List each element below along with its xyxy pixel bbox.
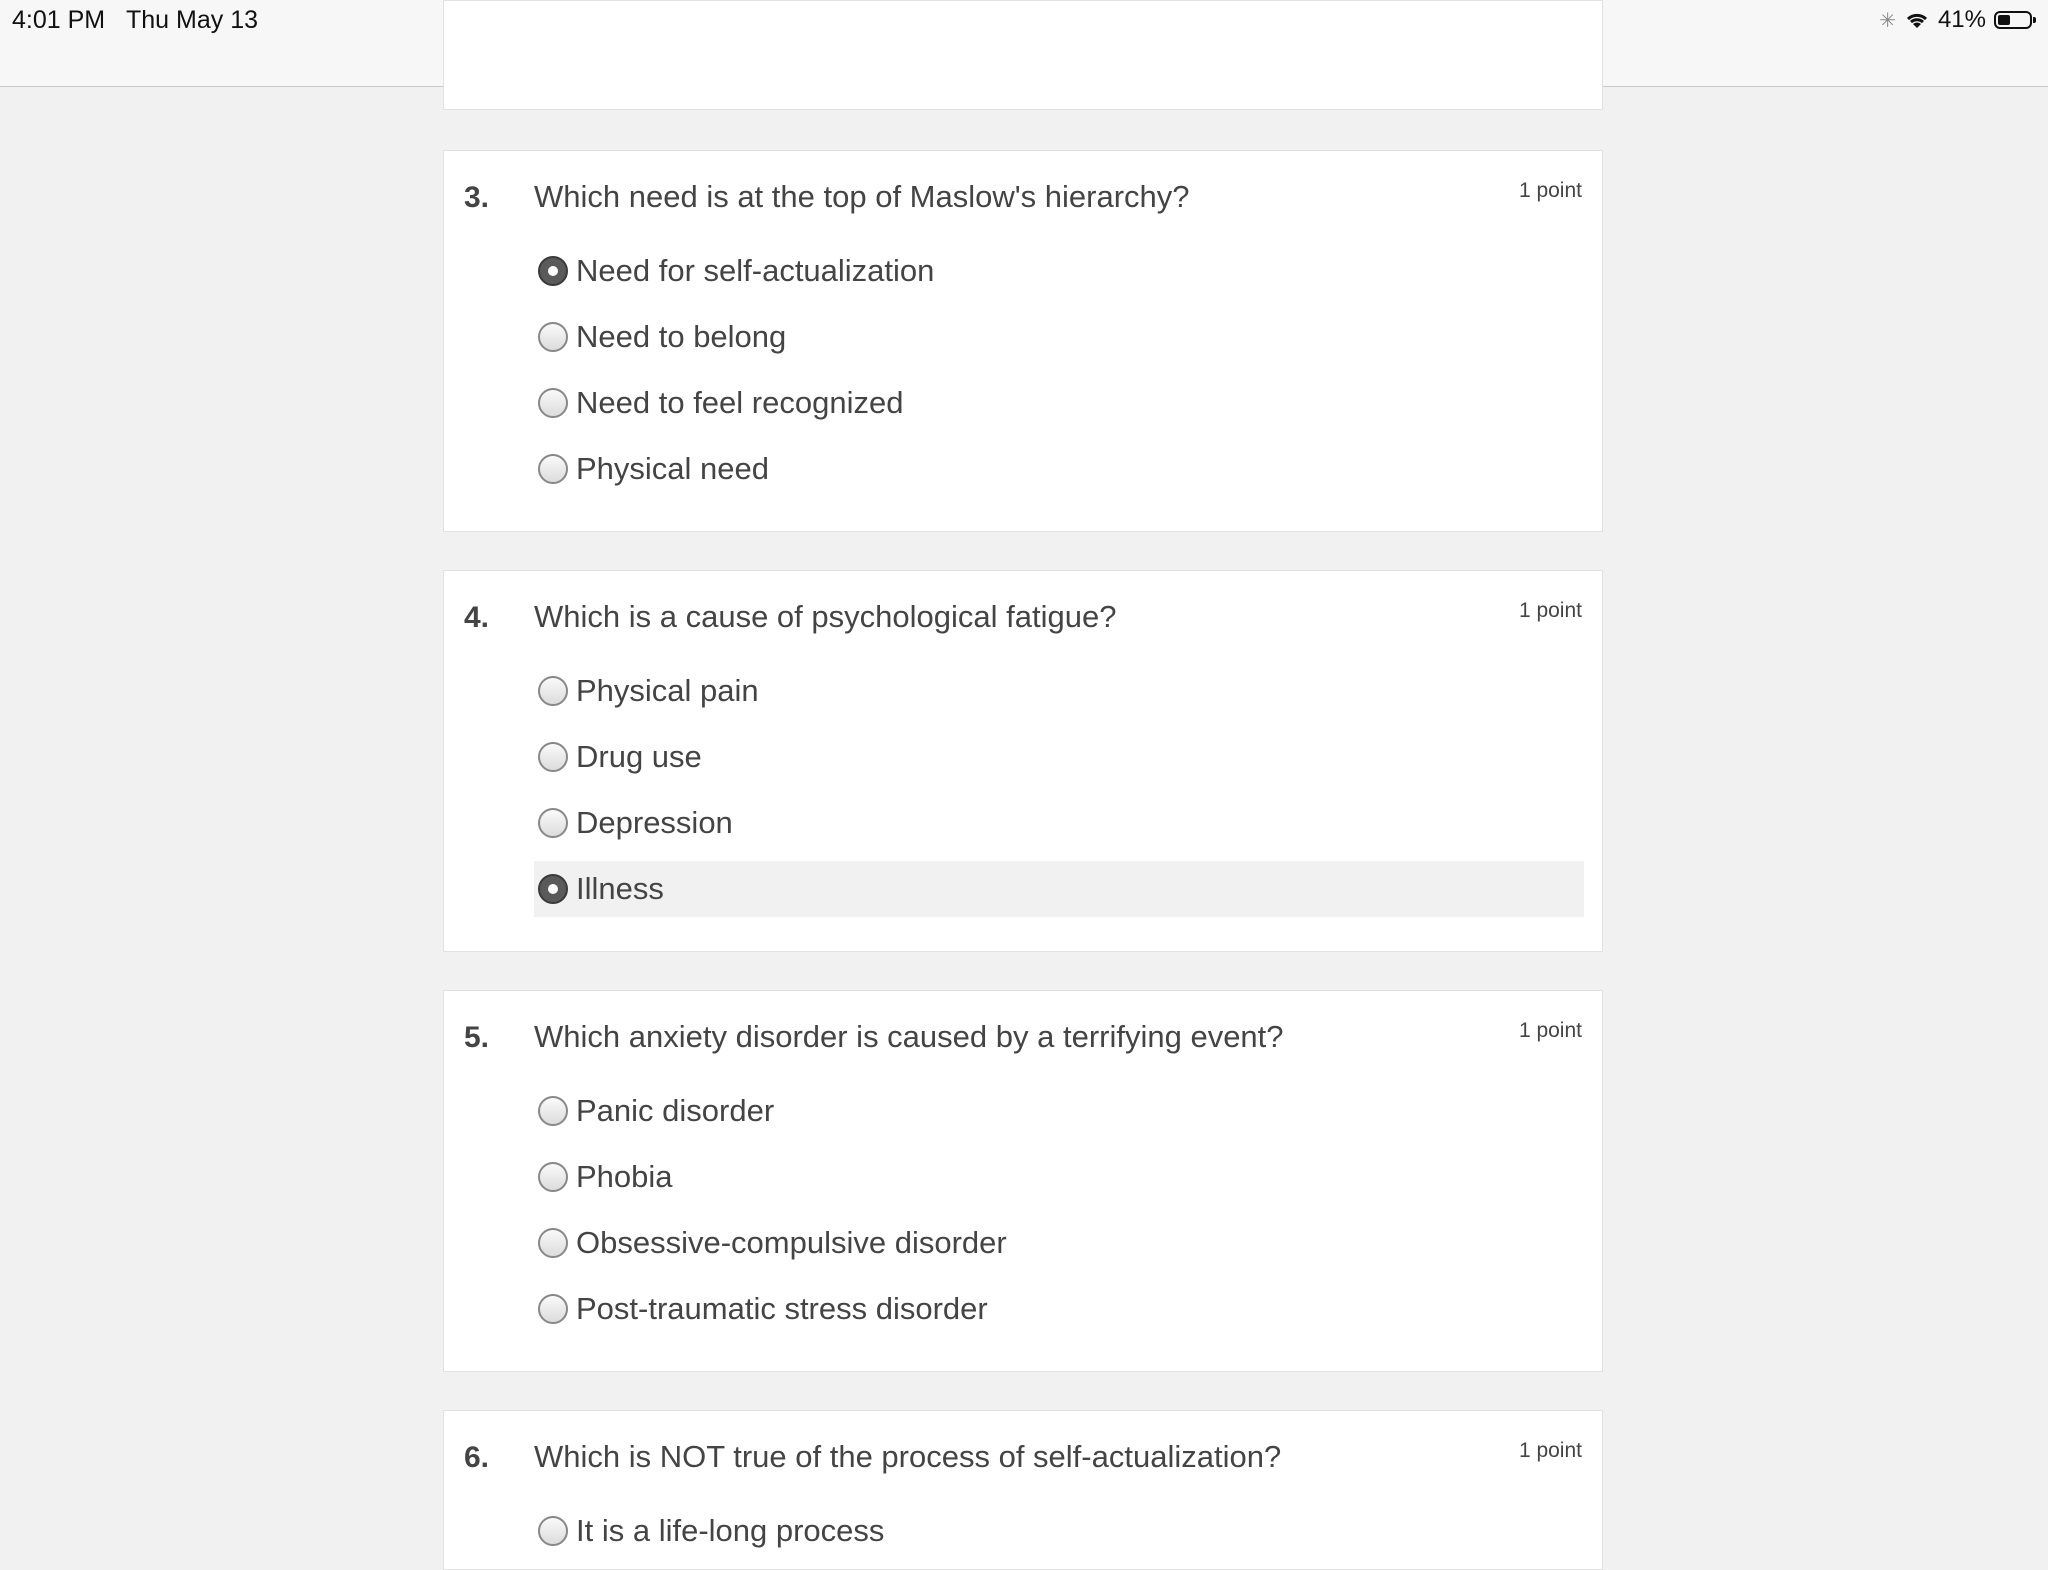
answer-option[interactable] <box>534 309 1584 365</box>
question-number: 3. <box>464 181 490 214</box>
radio-unchecked-icon[interactable] <box>538 808 568 838</box>
radio-unchecked-icon[interactable] <box>538 1228 568 1258</box>
question-card <box>443 1410 1603 1570</box>
wifi-icon <box>1904 10 1930 30</box>
answer-option[interactable] <box>534 375 1584 431</box>
answer-option[interactable] <box>534 1281 1584 1337</box>
radio-unchecked-icon[interactable] <box>538 388 568 418</box>
radio-unchecked-icon[interactable] <box>538 1096 568 1126</box>
status-indicators <box>1879 6 2032 34</box>
answer-option[interactable] <box>534 1149 1584 1205</box>
answer-option[interactable] <box>534 861 1584 917</box>
answer-label: Physical need <box>576 451 770 486</box>
answer-label: Illness <box>576 871 664 906</box>
question-points: 1 point <box>1518 599 1582 622</box>
answer-options <box>534 1503 1584 1569</box>
radio-checked-icon[interactable] <box>538 256 568 286</box>
answer-option[interactable] <box>534 795 1584 851</box>
question-number: 6. <box>464 1441 490 1474</box>
answer-label: Need to belong <box>576 319 787 354</box>
answer-option[interactable] <box>534 441 1584 497</box>
radio-unchecked-icon[interactable] <box>538 1294 568 1324</box>
question-text: Which need is at the top of Maslow's hierarchy? <box>534 179 1190 214</box>
radio-unchecked-icon[interactable] <box>538 676 568 706</box>
question-number: 5. <box>464 1021 490 1054</box>
status-date: Thu May 13 <box>126 6 259 34</box>
question-text: Which is a cause of psychological fatigue? <box>534 599 1117 634</box>
answer-options <box>534 663 1584 927</box>
answer-label: Physical pain <box>576 673 759 708</box>
radio-unchecked-icon[interactable] <box>538 454 568 484</box>
question-card <box>443 150 1603 532</box>
question-text: Which anxiety disorder is caused by a terrifying event? <box>534 1019 1284 1054</box>
answer-option[interactable] <box>534 1215 1584 1271</box>
answer-option[interactable] <box>534 1503 1584 1559</box>
question-number: 4. <box>464 601 490 634</box>
question-card <box>443 990 1603 1372</box>
question-text: Which is NOT true of the process of self-actualization? <box>534 1439 1282 1474</box>
question-card-previous <box>443 0 1603 110</box>
answer-label: It is a life-long process <box>576 1513 885 1548</box>
answer-option[interactable] <box>534 1083 1584 1139</box>
radio-unchecked-icon[interactable] <box>538 742 568 772</box>
answer-label: Phobia <box>576 1159 673 1194</box>
answer-label: Post-traumatic stress disorder <box>576 1291 988 1326</box>
radio-checked-icon[interactable] <box>538 874 568 904</box>
answer-label: Drug use <box>576 739 702 774</box>
battery-icon <box>1994 11 2032 29</box>
question-points: 1 point <box>1518 1439 1582 1462</box>
answer-options <box>534 243 1584 507</box>
battery-percent: 41% <box>1937 6 1986 33</box>
answer-option[interactable] <box>534 243 1584 299</box>
loading-spinner-icon: ✳ <box>1879 9 1896 32</box>
question-points: 1 point <box>1518 179 1582 202</box>
question-card <box>443 570 1603 952</box>
battery-level <box>1998 15 2010 25</box>
radio-unchecked-icon[interactable] <box>538 1516 568 1546</box>
answer-label: Depression <box>576 805 733 840</box>
answer-option[interactable] <box>534 729 1584 785</box>
status-time: 4:01 PM <box>12 6 106 34</box>
answer-label: Need for self-actualization <box>576 253 935 288</box>
radio-unchecked-icon[interactable] <box>538 1162 568 1192</box>
answer-options <box>534 1083 1584 1347</box>
answer-label: Panic disorder <box>576 1093 775 1128</box>
question-points: 1 point <box>1518 1019 1582 1042</box>
answer-option[interactable] <box>534 663 1584 719</box>
answer-label: Need to feel recognized <box>576 385 904 420</box>
answer-label: Obsessive-compulsive disorder <box>576 1225 1007 1260</box>
radio-unchecked-icon[interactable] <box>538 322 568 352</box>
